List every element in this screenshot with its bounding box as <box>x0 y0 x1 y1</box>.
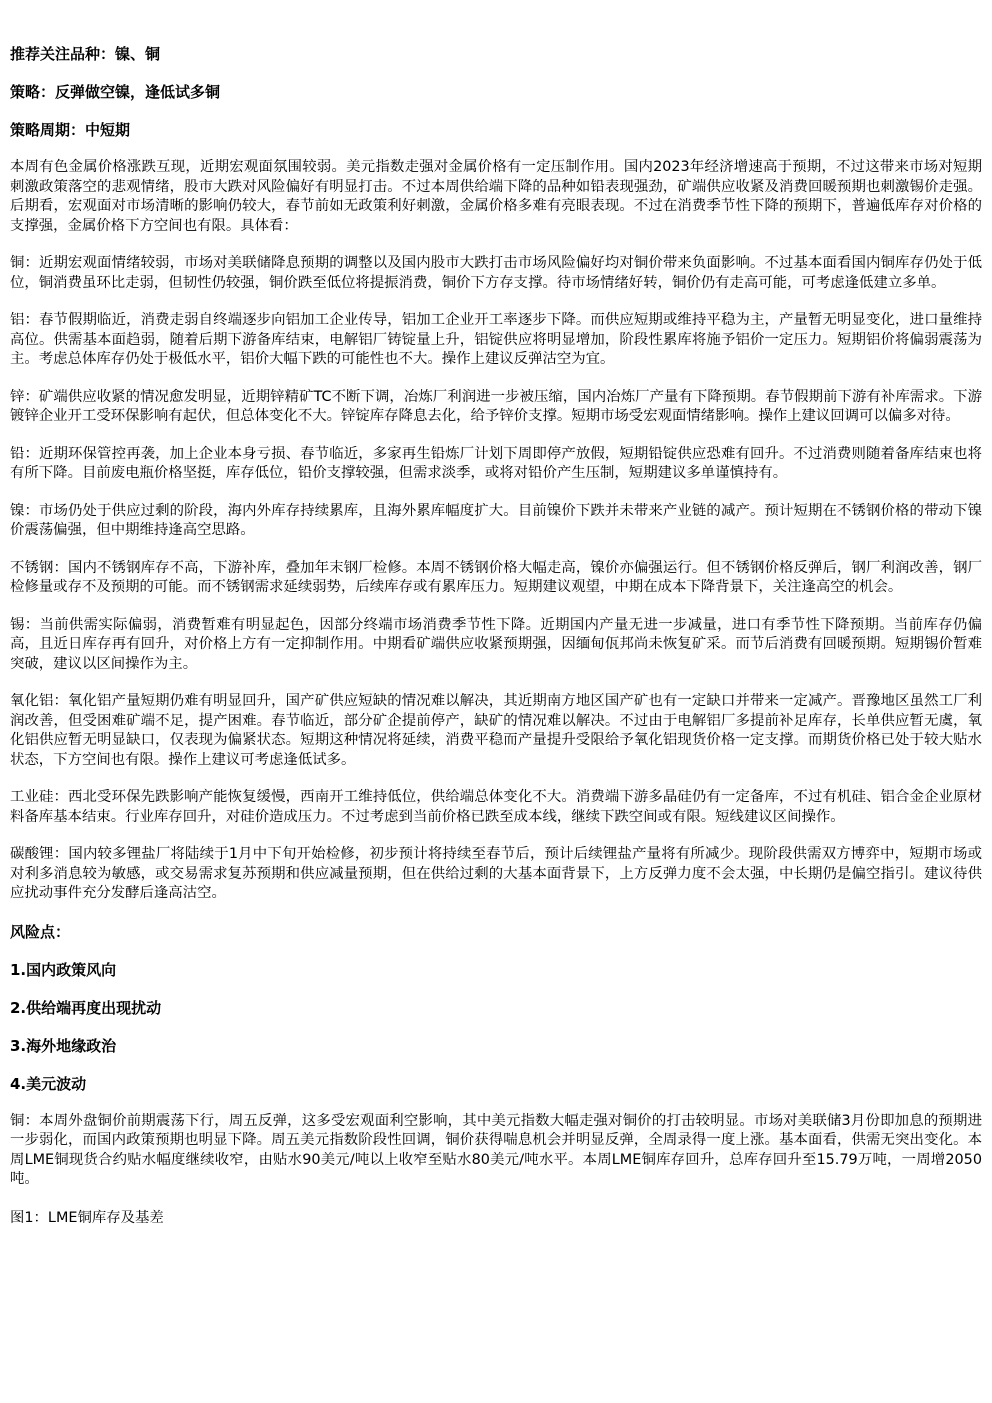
copper-detail-paragraph: 铜：本周外盘铜价前期震荡下行，周五反弹，这多受宏观面利空影响，其中美元指数大幅走强对铜价的打击较明显。市场对美联储3月份即加息的预期进一步弱化，而国内政策预期也明显下降。周五美元指数阶段性回调，铜价获得喘息机会并明显反弹，全周录得一度上涨。基本面看，供需无突出变化。本周LME铜现货合约贴水幅度继续收窄，由贴水90美元/吨以上收窄至贴水80美元/吨水平。本周LME铜库存回升，总库存回升至15.79万吨，一周增2050吨。 <box>10 1112 982 1187</box>
recommended-varieties: 推荐关注品种：镍、铜 <box>10 45 161 63</box>
nickel-paragraph: 镍：市场仍处于供应过剩的阶段，海内外库存持续累库，且海外累库幅度扩大。目前镍价下跌并未带来产业链的减产。预计短期在不锈钢价格的带动下镍价震荡偏强，但中期维持逢高空思路。 <box>10 502 982 538</box>
risk-title: 风险点： <box>10 922 71 941</box>
risk-item: 4.美元波动 <box>10 1074 87 1093</box>
lead-paragraph: 铅：近期环保管控再袭，加上企业本身亏损、春节临近，多家再生铅炼厂计划下周即停产放假，短期铅锭供应恐难有回升。不过消费则随着备库结束也将有所下降。目前废电瓶价格坚挺，库存低位，铅价支撑较强，但需求淡季，或将对铅价产生压制，短期建议多单谨慎持有。 <box>10 445 982 481</box>
aluminum-paragraph: 铝：春节假期临近，消费走弱自终端逐步向铝加工企业传导，铝加工企业开工率逐步下降。而供应短期或维持平稳为主，产量暂无明显变化，进口量维持高位。供需基本面趋弱，随着后期下游备库结束，电解铝厂铸锭量上升，铝锭供应将明显增加，阶段性累库将施予铝价一定压力。短期铝价将偏弱震荡为主。考虑总体库存仍处于极低水平，铝价大幅下跌的可能性也不大。操作上建议反弹沽空为宜。 <box>10 312 982 367</box>
figure-caption: 图1：LME铜库存及基差 <box>10 1209 164 1226</box>
risk-item: 3.海外地缘政治 <box>10 1036 117 1055</box>
overview-paragraph: 本周有色金属价格涨跌互现，近期宏观面氛围较弱。美元指数走强对金属价格有一定压制作用。国内2023年经济增速高于预期，不过这带来市场对短期刺激政策落空的悲观情绪，股市大跌对风险偏好有明显打击。不过本周供给端下降的品种如铅表现强劲，矿端供应收紧及消费回暖预期也刺激锡价走强。后期看，宏观面对市场清晰的影响仍较大，春节前如无政策利好刺激，金属价格多难有亮眼表现。不过在消费季节性下降的预期下，普遍低库存对价格的支撑强，金属价格下方空间也有限。具体看： <box>10 159 982 234</box>
zinc-paragraph: 锌：矿端供应收紧的情况愈发明显，近期锌精矿TC不断下调，冶炼厂利润进一步被压缩，国内冶炼厂产量有下降预期。春节假期前下游有补库需求。下游镀锌企业开工受环保影响有起伏，但总体变化不大。锌锭库存降息去化，给予锌价支撑。短期市场受宏观面情绪影响。操作上建议回调可以偏多对待。 <box>10 388 982 424</box>
copper-paragraph: 铜：近期宏观面情绪较弱，市场对美联储降息预期的调整以及国内股市大跌打击市场风险偏好均对铜价带来负面影响。不过基本面看国内铜库存仍处于低位，铜消费虽环比走弱，但韧性仍较强，铜价跌至低位将提振消费，铜价下方存支撑。待市场情绪好转，铜价仍有走高可能，可考虑逢低建立多单。 <box>10 255 982 291</box>
stainless-steel-paragraph: 不锈钢：国内不锈钢库存不高，下游补库，叠加年末钢厂检修。本周不锈钢价格大幅走高，镍价亦偏强运行。但不锈钢价格反弹后，钢厂利润改善，钢厂检修量或存不及预期的可能。而不锈钢需求延续弱势，后续库存或有累库压力。短期建议观望，中期在成本下降背景下，关注逢高空的机会。 <box>10 559 982 595</box>
tin-paragraph: 锡：当前供需实际偏弱，消费暂难有明显起色，因部分终端市场消费季节性下降。近期国内产量无进一步减量，进口有季节性下降预期。当前库存仍偏高，且近日库存再有回升，对价格上方有一定抑制作用。中期看矿端供应收紧预期强，因缅甸佤邦尚未恢复矿采。而节后消费有回暖预期。短期锡价暂难突破，建议以区间操作为主。 <box>10 616 982 672</box>
lithium-carbonate-paragraph: 碳酸锂：国内较多锂盐厂将陆续于1月中下旬开始检修，初步预计将持续至春节后，预计后续锂盐产量将有所减少。现阶段供需双方博弈中，短期市场或对利多消息较为敏感，或交易需求复苏预期和供应减量预期，但在供给过剩的大基本面背景下，上方反弹力度不会太强，中长期仍是偏空指引。建议待供应扰动事件充分发酵后逢高沽空。 <box>10 846 982 901</box>
strategy-line: 策略：反弹做空镍，逢低试多铜 <box>10 83 221 101</box>
strategy-period: 策略周期：中短期 <box>10 121 131 139</box>
risk-item: 2.供给端再度出现扰动 <box>10 998 162 1017</box>
industrial-silicon-paragraph: 工业硅：西北受环保先跌影响产能恢复缓慢，西南开工维持低位，供给端总体变化不大。消费端下游多晶硅仍有一定备库，不过有机硅、铝合金企业原材料备库基本结束。行业库存回升，对硅价造成压力。不过考虑到当前价格已跌至成本线，继续下跌空间或有限。短线建议区间操作。 <box>10 789 982 825</box>
alumina-paragraph: 氧化铝：氧化铝产量短期仍难有明显回升，国产矿供应短缺的情况难以解决，其近期南方地区国产矿也有一定缺口并带来一定减产。晋豫地区虽然工厂利润改善，但受困难矿端不足，提产困难。春节临近，部分矿企提前停产，缺矿的情况难以解决。不过由于电解铝厂多提前补足库存，长单供应暂无虞，氧化铝供应暂无明显缺口，仅表现为偏紧状态。短期这种情况将延续，消费平稳而产量提升受限给予氧化铝现货价格一定支撑。而期货价格已处于较大贴水状态，下方空间也有限。操作上建议可考虑逢低试多。 <box>10 693 982 768</box>
risk-item: 1.国内政策风向 <box>10 960 117 979</box>
